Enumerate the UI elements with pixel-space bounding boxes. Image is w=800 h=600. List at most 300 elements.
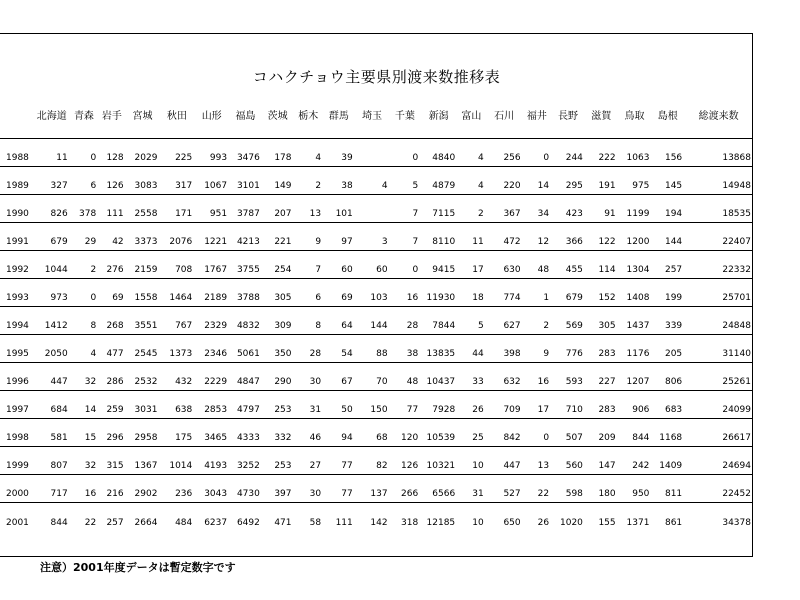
table-cell: 906 — [618, 391, 652, 419]
table-cell: 7 — [390, 223, 421, 251]
table-cell: 16 — [523, 363, 552, 391]
table-cell: 144 — [355, 307, 390, 335]
table-cell: 58 — [309, 517, 322, 528]
table-cell: 638 — [159, 391, 194, 419]
table-cell: 975 — [618, 167, 652, 195]
header-row — [0, 90, 753, 139]
column-header: 新潟 — [420, 90, 457, 139]
table-row — [0, 139, 753, 167]
table-cell: 973 — [34, 279, 70, 307]
year-cell: 1996 — [0, 363, 34, 391]
table-cell: 630 — [486, 251, 523, 279]
table-cell: 199 — [651, 279, 684, 307]
table-cell: 7115 — [420, 195, 457, 223]
table-cell: 1 — [523, 279, 552, 307]
table-cell: 397 — [262, 475, 294, 503]
table-cell: 1373 — [159, 335, 194, 363]
table-cell: 4832 — [229, 307, 262, 335]
table-cell: 42 — [98, 223, 125, 251]
table-cell: 807 — [34, 447, 70, 475]
table-cell: 150 — [355, 391, 390, 419]
table-row — [0, 167, 753, 195]
table-cell: 569 — [551, 307, 585, 335]
table-cell: 194 — [651, 195, 684, 223]
column-header: 総渡来数 — [684, 90, 753, 139]
table-cell: 2 — [294, 167, 324, 195]
column-header: 秋田 — [159, 90, 194, 139]
table-cell: 283 — [585, 335, 618, 363]
table-cell: 60 — [323, 251, 355, 279]
table-cell: 22 — [84, 517, 97, 528]
table-cell: 315 — [98, 447, 125, 475]
table-cell: 97 — [323, 223, 355, 251]
table-cell: 632 — [486, 363, 523, 391]
table-cell: 257 — [651, 251, 684, 279]
table-cell: 560 — [551, 447, 585, 475]
table-cell: 209 — [585, 419, 618, 447]
table-cell: 64 — [323, 307, 355, 335]
table-cell: 6566 — [420, 475, 457, 503]
table-cell: 4 — [294, 139, 324, 167]
column-header: 石川 — [486, 90, 523, 139]
table-cell: 13868 — [684, 139, 753, 167]
table-cell: 332 — [262, 419, 294, 447]
column-header: 茨城 — [262, 90, 294, 139]
table-cell: 844 — [50, 517, 68, 528]
table-cell: 811 — [651, 475, 684, 503]
table-cell: 527 — [486, 475, 523, 503]
table-cell: 69 — [98, 279, 125, 307]
table-cell: 126 — [98, 167, 125, 195]
table-cell: 227 — [585, 363, 618, 391]
table-cell: 28 — [390, 307, 421, 335]
table-cell: 305 — [262, 279, 294, 307]
table-cell: 25261 — [684, 363, 753, 391]
column-header: 栃木 — [294, 90, 324, 139]
table-cell: 350 — [262, 335, 294, 363]
column-header: 岩手 — [98, 90, 125, 139]
table-cell: 82 — [355, 447, 390, 475]
table-cell: 149 — [262, 167, 294, 195]
table-cell: 9 — [294, 223, 324, 251]
table-cell: 31 — [457, 475, 486, 503]
table-row — [0, 363, 753, 391]
table-cell: 3476 — [229, 139, 262, 167]
table-cell: 593 — [551, 363, 585, 391]
table-cell: 1067 — [194, 167, 229, 195]
table-cell: 3787 — [229, 195, 262, 223]
table-cell: 447 — [34, 363, 70, 391]
table-cell: 8 — [70, 307, 99, 335]
table-cell: 221 — [262, 223, 294, 251]
table-cell: 11 — [34, 139, 70, 167]
table-cell: 7 — [390, 195, 421, 223]
table-cell: 48 — [390, 363, 421, 391]
table-cell: 1063 — [618, 139, 652, 167]
table-cell: 22 — [523, 475, 552, 503]
table-cell: 50 — [323, 391, 355, 419]
table-cell: 0 — [70, 279, 99, 307]
table-cell: 3788 — [229, 279, 262, 307]
table-row — [0, 195, 753, 223]
table-cell: 9415 — [420, 251, 457, 279]
table-cell: 94 — [323, 419, 355, 447]
table-cell: 205 — [651, 335, 684, 363]
column-header: 長野 — [551, 90, 585, 139]
year-cell: 1989 — [0, 167, 34, 195]
table-cell: 1199 — [618, 195, 652, 223]
table-cell: 286 — [98, 363, 125, 391]
table-cell: 216 — [98, 475, 125, 503]
table-cell: 1304 — [618, 251, 652, 279]
table-cell: 507 — [551, 419, 585, 447]
table-cell: 266 — [390, 475, 421, 503]
table-cell: 951 — [194, 195, 229, 223]
table-cell: 432 — [159, 363, 194, 391]
table-cell: 581 — [34, 419, 70, 447]
table-cell: 253 — [262, 391, 294, 419]
table-cell: 993 — [194, 139, 229, 167]
year-cell: 1994 — [0, 307, 34, 335]
table-cell: 2664 — [134, 517, 158, 528]
table-row — [0, 251, 753, 279]
migration-table — [0, 90, 753, 531]
table-cell: 4847 — [229, 363, 262, 391]
table-cell: 236 — [159, 475, 194, 503]
column-header: 富山 — [457, 90, 486, 139]
table-cell: 378 — [70, 195, 99, 223]
footnote: 注意）2001年度データは暫定数字です — [40, 561, 236, 574]
table-cell: 268 — [98, 307, 125, 335]
column-header: 山形 — [194, 90, 229, 139]
table-cell: 3083 — [126, 167, 160, 195]
table-cell: 11930 — [420, 279, 457, 307]
table-cell: 30 — [294, 475, 324, 503]
table-cell: 16 — [70, 475, 99, 503]
table-cell: 861 — [664, 517, 683, 528]
table-cell: 2853 — [194, 391, 229, 419]
table-cell: 2076 — [159, 223, 194, 251]
table-cell: 679 — [551, 279, 585, 307]
table-cell: 4730 — [229, 475, 262, 503]
table-cell: 8 — [294, 307, 324, 335]
table-cell: 1558 — [126, 279, 160, 307]
table-cell: 67 — [323, 363, 355, 391]
table-cell: 2902 — [126, 475, 160, 503]
table-cell: 222 — [585, 139, 618, 167]
table-cell: 2532 — [126, 363, 160, 391]
table-cell: 259 — [98, 391, 125, 419]
table-cell: 6 — [70, 167, 99, 195]
table-cell: 1464 — [159, 279, 194, 307]
table-cell: 0 — [523, 139, 552, 167]
table-cell: 5 — [457, 307, 486, 335]
table-row — [0, 279, 753, 307]
table-cell: 3755 — [229, 251, 262, 279]
column-header: 鳥取 — [618, 90, 652, 139]
table-cell: 244 — [551, 139, 585, 167]
table-cell: 77 — [390, 391, 421, 419]
table-cell: 225 — [159, 139, 194, 167]
table-cell: 207 — [262, 195, 294, 223]
table-cell: 22407 — [684, 223, 753, 251]
table-cell: 120 — [390, 419, 421, 447]
table-cell: 290 — [262, 363, 294, 391]
table-cell: 806 — [651, 363, 684, 391]
table-cell: 0 — [523, 419, 552, 447]
table-cell: 1200 — [618, 223, 652, 251]
table-cell — [355, 139, 390, 167]
table-cell: 152 — [585, 279, 618, 307]
table-cell: 3551 — [126, 307, 160, 335]
table-cell: 4333 — [229, 419, 262, 447]
year-cell: 1995 — [0, 335, 34, 363]
table-cell: 339 — [651, 307, 684, 335]
table-cell: 317 — [159, 167, 194, 195]
table-cell: 101 — [323, 195, 355, 223]
year-cell: 1990 — [0, 195, 34, 223]
table-cell: 16 — [390, 279, 421, 307]
year-cell: 1998 — [0, 419, 34, 447]
column-header: 福井 — [523, 90, 552, 139]
table-cell: 2958 — [126, 419, 160, 447]
table-title: コハクチョウ主要県別渡来数推移表 — [252, 68, 501, 86]
table-cell: 17 — [523, 391, 552, 419]
table-cell: 54 — [323, 335, 355, 363]
table-cell: 1367 — [126, 447, 160, 475]
table-cell: 7 — [294, 251, 324, 279]
table-row — [0, 475, 753, 503]
table-cell: 2 — [70, 251, 99, 279]
table-cell: 126 — [390, 447, 421, 475]
table-cell: 25701 — [684, 279, 753, 307]
table-cell: 4 — [355, 167, 390, 195]
table-cell — [355, 195, 390, 223]
table-cell: 13 — [523, 447, 552, 475]
table-cell: 18535 — [684, 195, 753, 223]
column-header: 宮城 — [126, 90, 160, 139]
table-row — [0, 223, 753, 251]
table-cell: 4 — [70, 335, 99, 363]
table-cell: 38 — [323, 167, 355, 195]
table-cell: 68 — [355, 419, 390, 447]
year-cell: 2000 — [0, 475, 34, 503]
table-cell: 28 — [294, 335, 324, 363]
table-cell: 3031 — [126, 391, 160, 419]
table-cell: 3252 — [229, 447, 262, 475]
table-cell: 0 — [390, 251, 421, 279]
table-cell: 10 — [457, 447, 486, 475]
table-cell: 26617 — [684, 419, 753, 447]
table-cell: 18 — [457, 279, 486, 307]
table-cell: 2 — [457, 195, 486, 223]
table-cell: 423 — [551, 195, 585, 223]
table-cell: 14 — [70, 391, 99, 419]
table-cell: 367 — [486, 195, 523, 223]
table-cell: 48 — [523, 251, 552, 279]
table-cell: 283 — [585, 391, 618, 419]
table-cell: 10437 — [420, 363, 457, 391]
table-cell: 2050 — [34, 335, 70, 363]
table-cell: 1767 — [194, 251, 229, 279]
table-cell: 3373 — [126, 223, 160, 251]
table-cell: 683 — [651, 391, 684, 419]
table-cell: 309 — [262, 307, 294, 335]
table-cell: 1176 — [618, 335, 652, 363]
table-cell: 2189 — [194, 279, 229, 307]
table-cell: 6 — [294, 279, 324, 307]
table-cell: 15 — [70, 419, 99, 447]
table-cell: 31140 — [684, 335, 753, 363]
year-cell: 1997 — [0, 391, 34, 419]
table-cell: 296 — [98, 419, 125, 447]
year-cell: 1993 — [0, 279, 34, 307]
table-cell: 22452 — [684, 475, 753, 503]
column-header: 埼玉 — [355, 90, 390, 139]
table-cell: 256 — [486, 139, 523, 167]
table-cell: 717 — [34, 475, 70, 503]
table-cell: 32 — [70, 447, 99, 475]
table-cell: 257 — [106, 517, 124, 528]
table-cell: 2558 — [126, 195, 160, 223]
table-cell: 484 — [175, 517, 193, 528]
table-cell: 17 — [457, 251, 486, 279]
table-cell: 276 — [98, 251, 125, 279]
table-cell: 650 — [503, 517, 521, 528]
year-cell: 1991 — [0, 223, 34, 251]
table-cell: 2159 — [126, 251, 160, 279]
table-cell: 950 — [618, 475, 652, 503]
table-cell: 2545 — [126, 335, 160, 363]
table-cell: 13 — [294, 195, 324, 223]
table-cell: 1409 — [651, 447, 684, 475]
table-cell: 91 — [585, 195, 618, 223]
year-cell: 1999 — [0, 447, 34, 475]
table-cell: 25 — [457, 419, 486, 447]
table-cell: 826 — [34, 195, 70, 223]
table-cell: 305 — [585, 307, 618, 335]
table-cell: 155 — [598, 517, 616, 528]
table-cell: 32 — [70, 363, 99, 391]
table-cell: 684 — [34, 391, 70, 419]
table-cell: 471 — [274, 517, 292, 528]
table-cell: 33 — [457, 363, 486, 391]
table-cell: 111 — [98, 195, 125, 223]
table-cell: 447 — [486, 447, 523, 475]
table-cell: 60 — [355, 251, 390, 279]
table-cell: 29 — [70, 223, 99, 251]
table-cell: 147 — [585, 447, 618, 475]
table-cell: 1207 — [618, 363, 652, 391]
table-row — [0, 447, 753, 475]
column-header: 島根 — [651, 90, 684, 139]
table-cell: 77 — [323, 447, 355, 475]
table-cell: 5 — [390, 167, 421, 195]
table-cell: 69 — [323, 279, 355, 307]
table-cell: 1371 — [626, 517, 650, 528]
column-header: 滋賀 — [585, 90, 618, 139]
table-cell: 70 — [355, 363, 390, 391]
table-cell: 2329 — [194, 307, 229, 335]
table-row — [0, 307, 753, 335]
table-cell: 3 — [355, 223, 390, 251]
table-cell: 776 — [551, 335, 585, 363]
table-cell: 30 — [294, 363, 324, 391]
table-cell: 12185 — [426, 517, 456, 528]
table-cell: 137 — [355, 475, 390, 503]
table-cell: 111 — [335, 517, 353, 528]
table-cell: 9 — [523, 335, 552, 363]
table-cell: 1168 — [651, 419, 684, 447]
table-cell: 4797 — [229, 391, 262, 419]
table-cell: 171 — [159, 195, 194, 223]
table-cell: 128 — [98, 139, 125, 167]
table-cell: 2229 — [194, 363, 229, 391]
table-cell: 13835 — [420, 335, 457, 363]
table-cell: 44 — [457, 335, 486, 363]
table-cell: 0 — [70, 139, 99, 167]
table-cell: 3101 — [229, 167, 262, 195]
column-header: 千葉 — [390, 90, 421, 139]
table-cell: 627 — [486, 307, 523, 335]
table-cell: 34 — [523, 195, 552, 223]
table-cell: 178 — [262, 139, 294, 167]
table-cell: 8110 — [420, 223, 457, 251]
table-cell: 31 — [294, 391, 324, 419]
table-cell: 77 — [323, 475, 355, 503]
table-cell: 180 — [585, 475, 618, 503]
table-cell: 27 — [294, 447, 324, 475]
table-cell: 10 — [472, 517, 484, 528]
table-cell: 1412 — [34, 307, 70, 335]
table-cell: 122 — [585, 223, 618, 251]
table-cell: 4 — [457, 167, 486, 195]
table-cell: 6492 — [236, 517, 260, 528]
table-row — [0, 335, 753, 363]
table-cell: 4 — [457, 139, 486, 167]
table-cell: 14948 — [684, 167, 753, 195]
table-cell: 3043 — [194, 475, 229, 503]
table-cell: 477 — [98, 335, 125, 363]
table-row — [0, 503, 753, 531]
table-cell: 24694 — [684, 447, 753, 475]
table-cell: 767 — [159, 307, 194, 335]
table-cell: 327 — [34, 167, 70, 195]
table-cell: 3465 — [194, 419, 229, 447]
table-cell: 10321 — [420, 447, 457, 475]
table-cell: 88 — [355, 335, 390, 363]
table-cell: 34378 — [722, 517, 751, 528]
table-cell: 7844 — [420, 307, 457, 335]
table-cell: 114 — [585, 251, 618, 279]
table-cell: 4213 — [229, 223, 262, 251]
year-cell: 1992 — [0, 251, 34, 279]
table-cell: 842 — [486, 419, 523, 447]
table-cell: 46 — [294, 419, 324, 447]
table-cell: 4840 — [420, 139, 457, 167]
table-cell: 1221 — [194, 223, 229, 251]
table-cell: 4879 — [420, 167, 457, 195]
column-header: 北海道 — [34, 90, 70, 139]
table-cell: 144 — [651, 223, 684, 251]
table-cell: 318 — [401, 517, 419, 528]
table-cell: 191 — [585, 167, 618, 195]
table-cell: 156 — [651, 139, 684, 167]
table-cell: 24099 — [684, 391, 753, 419]
table-cell: 11 — [457, 223, 486, 251]
column-header: 福島 — [229, 90, 262, 139]
table-cell: 39 — [323, 139, 355, 167]
